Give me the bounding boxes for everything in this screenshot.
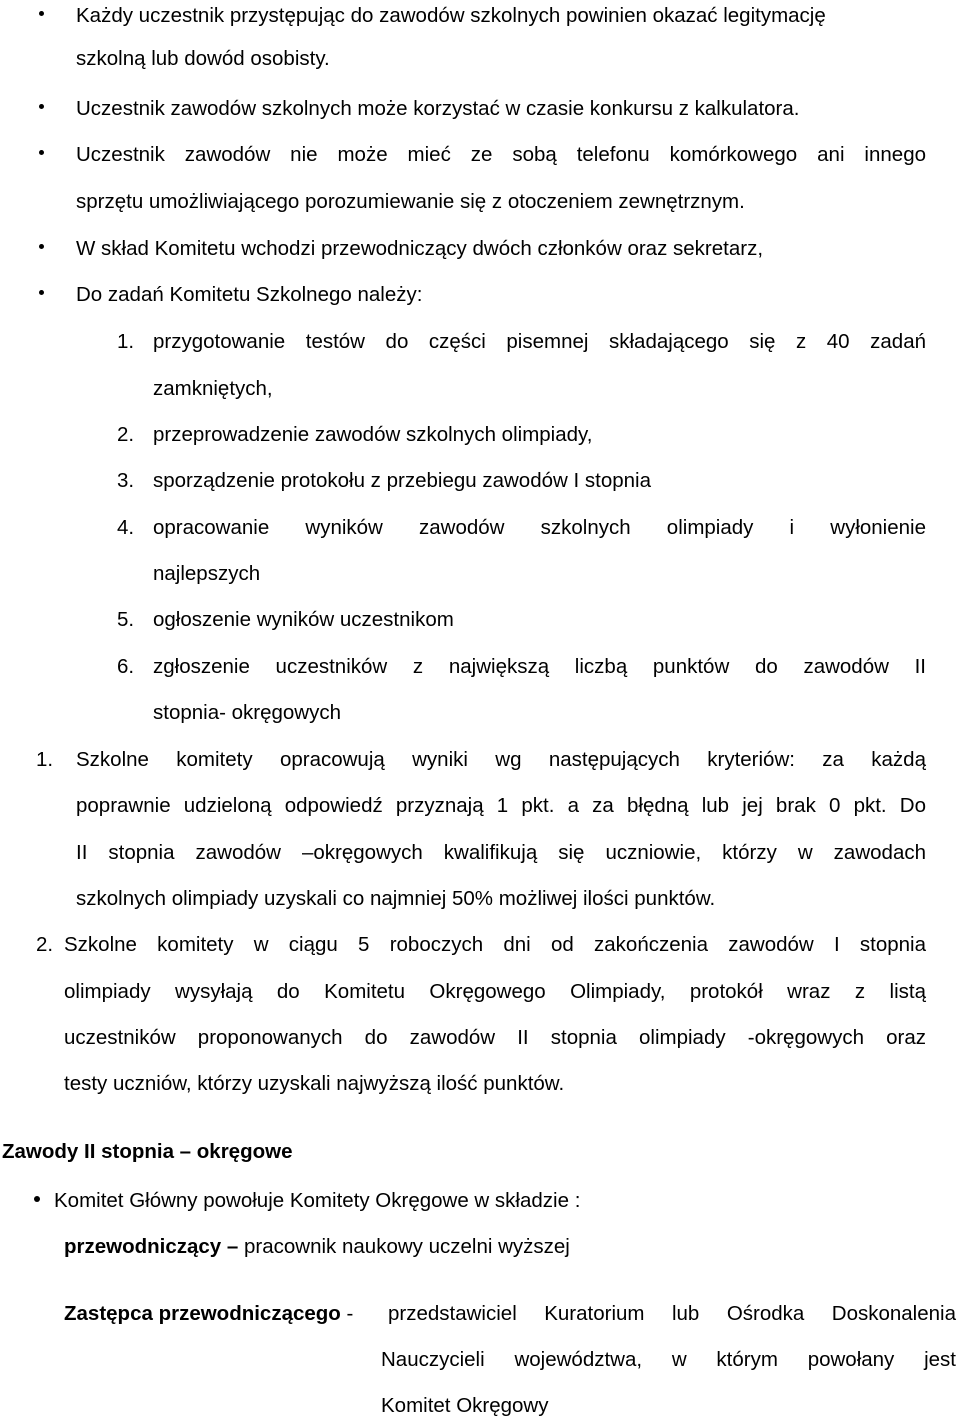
paragraph-line: Uczestnik zawodów szkolnych może korzystać w czasie konkursu z kalkulatora. — [76, 97, 800, 120]
bullet-icon — [39, 244, 44, 249]
list-number: 5. — [117, 608, 135, 631]
paragraph-line: testy uczniów, którzy uzyskali najwyższą ilość punktów. — [64, 1072, 565, 1095]
list-item-text: przeprowadzenie zawodów szkolnych olimpiady, — [153, 423, 593, 446]
bullet-icon — [39, 290, 44, 295]
list-item-text: najlepszych — [153, 562, 261, 585]
paragraph-line: poprawnie udzieloną odpowiedź przyznają 1 pkt. a za błędną lub jej brak 0 pkt. Do — [76, 794, 926, 817]
deputy-label-line — [64, 1301, 353, 1327]
paragraph-line: przedstawiciel Kuratorium lub Ośrodka Doskonalenia — [388, 1302, 956, 1325]
paragraph-line: Do zadań Komitetu Szkolnego należy: — [76, 283, 423, 306]
list-number: 2. — [36, 933, 54, 956]
list-number: 1. — [36, 748, 54, 771]
list-number: 6. — [117, 655, 135, 678]
list-number: 3. — [117, 469, 135, 492]
paragraph-line: Każdy uczestnik przystępując do zawodów szkolnych powinien okazać legitymację — [76, 4, 826, 27]
paragraph-line: Komitet Główny powołuje Komitety Okręgowe w składzie : — [54, 1189, 581, 1212]
paragraph-line: szkolną lub dowód osobisty. — [76, 47, 330, 70]
bullet-icon — [39, 150, 44, 155]
list-item-text: sporządzenie protokołu z przebiegu zawodów I stopnia — [153, 469, 651, 492]
section-heading: Zawody II stopnia – okręgowe — [2, 1140, 293, 1163]
paragraph-line: sprzętu umożliwiającego porozumiewanie się z otoczeniem zewnętrznym. — [76, 190, 745, 213]
list-item-text: zgłoszenie uczestników z największą liczbą punktów do zawodów II — [153, 655, 926, 678]
paragraph-line: W skład Komitetu wchodzi przewodniczący dwóch członków oraz sekretarz, — [76, 237, 764, 260]
list-item-text: stopnia- okręgowych — [153, 701, 342, 724]
list-item-text: przygotowanie testów do części pisemnej składającego się z 40 zadań — [153, 330, 926, 353]
paragraph-line: Uczestnik zawodów nie może mieć ze sobą telefonu komórkowego ani innego — [76, 143, 926, 166]
paragraph-line: Komitet Okręgowy — [381, 1394, 549, 1417]
list-item-text: zamkniętych, — [153, 377, 273, 400]
list-number: 1. — [117, 330, 135, 353]
bullet-icon — [39, 104, 44, 109]
list-item-text: ogłoszenie wyników uczestnikom — [153, 608, 454, 631]
paragraph-line: Nauczycieli województwa, w którym powołany jest — [381, 1348, 956, 1371]
bullet-icon — [34, 1196, 40, 1202]
paragraph-line: olimpiady wysyłają do Komitetu Okręgowego Olimpiady, protokół wraz z listą — [64, 980, 926, 1003]
bullet-icon — [39, 11, 44, 16]
chair-line — [64, 1234, 570, 1260]
list-number: 4. — [117, 516, 135, 539]
deputy-label: Zastępca przewodniczącego — [64, 1302, 341, 1325]
paragraph-line: Szkolne komitety opracowują wyniki wg następujących kryteriów: za każdą — [76, 748, 926, 771]
chair-label: przewodniczący – — [64, 1235, 239, 1258]
deputy-separator: - — [340, 1302, 354, 1325]
chair-text: pracownik naukowy uczelni wyższej — [238, 1235, 570, 1258]
paragraph-line: szkolnych olimpiady uzyskali co najmniej 50% możliwej ilości punktów. — [76, 887, 716, 910]
list-item-text: opracowanie wyników zawodów szkolnych olimpiady i wyłonienie — [153, 516, 926, 539]
paragraph-line: Szkolne komitety w ciągu 5 roboczych dni od zakończenia zawodów I stopnia — [64, 933, 926, 956]
paragraph-line: II stopnia zawodów –okręgowych kwalifikują się uczniowie, którzy w zawodach — [76, 841, 926, 864]
list-number: 2. — [117, 423, 135, 446]
paragraph-line: uczestników proponowanych do zawodów II stopnia olimpiady -okręgowych oraz — [64, 1026, 926, 1049]
